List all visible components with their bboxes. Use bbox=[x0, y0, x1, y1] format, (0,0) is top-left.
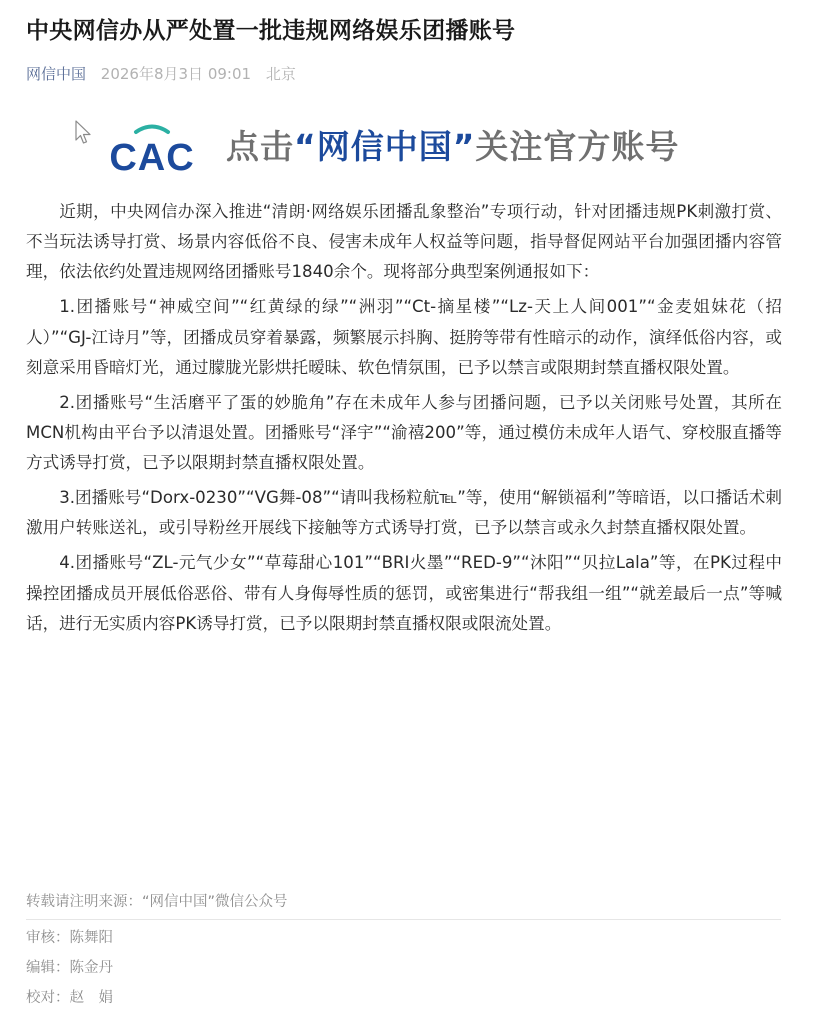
cac-logo-text: CAC bbox=[109, 137, 195, 174]
credit-reviewer: 审核：陈舞阳 bbox=[26, 930, 113, 946]
body-paragraph: 3.团播账号“Dorx-0230”“VG舞-08”“请叫我杨粒航℡”等，使用“解锁福利”等暗语，以口播话术刺激用户转账送礼，或引导粉丝开展线下接触等方式诱导打赏，已予以禁言或永久封禁直播权限处置。 bbox=[26, 488, 782, 538]
account-name-link[interactable]: 网信中国 bbox=[26, 65, 87, 83]
banner-text-account: “网信中国” bbox=[294, 127, 476, 166]
cursor-icon bbox=[74, 120, 94, 146]
article-body bbox=[26, 197, 782, 639]
article-meta bbox=[26, 61, 296, 87]
publish-date: 2026年8月3日 09:01 bbox=[100, 65, 252, 83]
body-paragraph: 1.团播账号“神威空间”“红黄绿的绿”“洲羽”“Ct-摘星楼”“Lz-天上人间001”“金麦姐妹花（招人）”“GJ-江诗月”等，团播成员穿着暴露，频繁展示抖胸、挺胯等带有性暗示的动作，演绎低俗内容，或刻意采用昏暗灯光，通过朦胧光影烘托暧昧、软色情氛围，已予以禁言或限期封禁直播权限处置。 bbox=[26, 297, 782, 377]
banner-text bbox=[226, 122, 679, 172]
body-paragraph: 4.团播账号“ZL-元气少女”“草莓甜心101”“BRI火墨”“RED-9”“沐阳”“贝拉Lala”等，在PK过程中操控团播成员开展低俗恶俗、带有人身侮辱性质的惩罚，或密集进行“帮我组一组”“就差最后一点”等喊话，进行无实质内容PK诱导打赏，已予以限期封禁直播权限或限流处置。 bbox=[26, 553, 782, 633]
article-title: 中央网信办从严处置一批违规网络娱乐团播账号 bbox=[26, 18, 516, 44]
publish-location: 北京 bbox=[265, 65, 296, 83]
repost-note: 转载请注明来源：“网信中国”微信公众号 bbox=[26, 889, 781, 920]
body-paragraph: 2.团播账号“生活磨平了蛋的妙脆角”存在未成年人参与团播问题，已予以关闭账号处置，其所在MCN机构由平台予以清退处置。团播账号“泽宇”“渝禧200”等，通过模仿未成年人语气、穿校服直播等方式诱导打赏，已予以限期封禁直播权限处置。 bbox=[26, 392, 782, 473]
follow-banner[interactable] bbox=[74, 116, 734, 180]
credits-list bbox=[26, 923, 781, 1013]
banner-text-suffix: 关注官方账号 bbox=[475, 127, 680, 166]
cac-logo-icon bbox=[102, 122, 202, 174]
credit-editor: 编辑：陈金丹 bbox=[26, 960, 113, 976]
article-footer bbox=[26, 889, 781, 1013]
body-paragraph: 近期，中央网信办深入推进“清朗·网络娱乐团播乱象整治”专项行动，针对团播违规PK刺激打赏、不当玩法诱导打赏、场景内容低俗不良、侵害未成年人权益等问题，指导督促网站平台加强团播内容管理，依法依约处置违规网络团播账号1840余个。现将部分典型案例通报如下： bbox=[26, 202, 782, 282]
credit-proofreader: 校对：赵 娟 bbox=[26, 990, 113, 1006]
banner-text-prefix: 点击 bbox=[226, 127, 294, 166]
